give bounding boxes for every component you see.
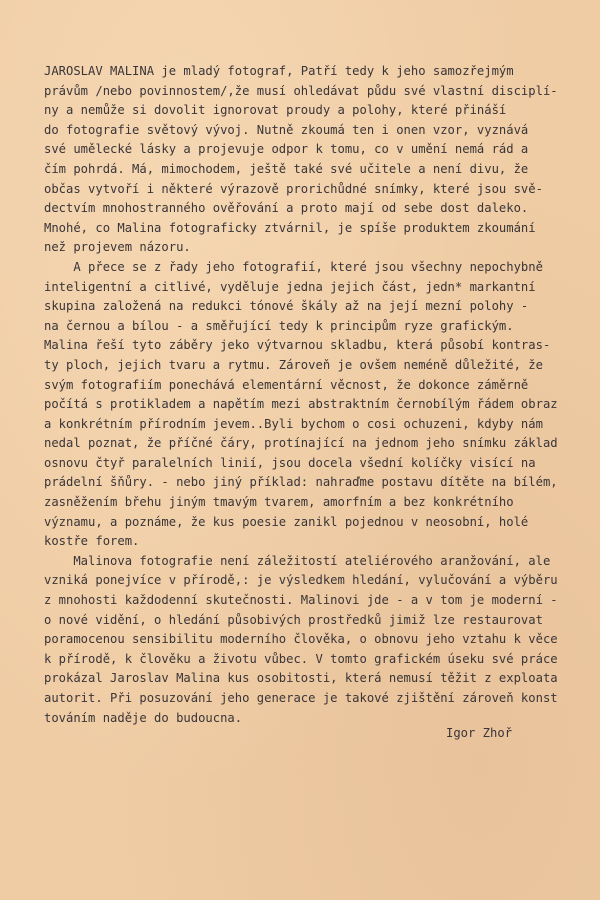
text-line: skupina založená na redukci tónové škály až na její mezní polohy - bbox=[44, 299, 529, 314]
text-line: významu, a poznáme, že kus poesie zanikl pojednou v neosobní, holé bbox=[44, 514, 529, 529]
text-line: právům /nebo povinnostem/,že musí ohledávat půdu své vlastní disciplí- bbox=[44, 83, 558, 98]
text-line: z mnohosti každodenní skutečnosti. Malinovi jde - a v tom je moderní - bbox=[44, 593, 558, 608]
text-line: dectvím mnohostranného ověřování a proto mají od sebe dost daleko. bbox=[44, 201, 529, 216]
text-line: ty ploch, jejich tvaru a rytmu. Zároveň je ovšem neméně důležité, že bbox=[44, 357, 543, 372]
text-line: než projevem názoru. bbox=[44, 240, 191, 255]
text-line: vzniká ponejvíce v přírodě,: je výsledkem hledání, vylučování a výběru bbox=[44, 573, 558, 588]
text-line: poramocenou sensibilitu moderního člověka, o obnovu jeho vztahu k věce bbox=[44, 632, 558, 647]
article-body bbox=[44, 62, 600, 728]
text-line: čím pohrdá. Má, mimochodem, ještě také své učitele a není divu, že bbox=[44, 161, 529, 176]
text-line: nedal poznat, že příčné čáry, protínající na jednom jeho snímku základ bbox=[44, 436, 558, 451]
text-line: JAROSLAV MALINA je mladý fotograf, Patří tedy k jeho samozřejmým bbox=[44, 64, 514, 78]
text-line: Mnohé, co Malina fotograficky ztvárnil, je spíše produktem zkoumání bbox=[44, 220, 536, 235]
text-line: svým fotografiím ponechává elementární věcnost, že dokonce záměrně bbox=[44, 377, 529, 392]
text-line: k přírodě, k člověku a životu vůbec. V tomto grafickém úseku své práce bbox=[44, 651, 558, 666]
text-line: továním naděje do budoucna. bbox=[44, 710, 243, 725]
text-line: Malinova fotografie není záležitostí ateliérového aranžování, ale bbox=[44, 553, 551, 568]
text-line: Malina řeší tyto záběry jeko výtvarnou skladbu, která působí kontras- bbox=[44, 338, 551, 353]
text-line: zasněžením břehu jiným tmavým tvarem, amorfním a bez konkrétního bbox=[44, 495, 514, 510]
text-line: a konkrétním přírodním jevem..Byli bychom o cosi ochuzeni, kdyby nám bbox=[44, 416, 543, 431]
text-line: kostře forem. bbox=[44, 534, 140, 549]
text-line: své umělecké lásky a projevuje odpor k tomu, co v umění nemá rád a bbox=[44, 142, 529, 157]
text-line: do fotografie světový vývoj. Nutně zkoumá ten i onen vzor, vyznává bbox=[44, 122, 529, 137]
text-line: A přece se z řady jeho fotografií, které jsou všechny nepochybně bbox=[44, 259, 543, 274]
text-line: prokázal Jaroslav Malina kus osobitosti, která nemusí těžit z exploata bbox=[44, 671, 558, 686]
text-line: počítá s protikladem a napětím mezi abstraktním černobílým řádem obraz bbox=[44, 397, 558, 412]
text-line: prádelní šňůry. - nebo jiný příklad: nahraďme postavu dítěte na bílém, bbox=[44, 475, 558, 490]
text-line: občas vytvoří i některé výrazově prorichůdné snímky, které jsou svě- bbox=[44, 181, 543, 196]
author-signature: Igor Zhoř bbox=[446, 726, 513, 740]
text-line: osnovu čtyř paralelních linií, jsou docela všední kolíčky visící na bbox=[44, 455, 536, 470]
text-line: inteligentní a citlivé, vyděluje jedna jejich část, jedn* markantní bbox=[44, 279, 536, 294]
text-line: o nové vidění, o hledání působivých prostředků jimiž lze restaurovat bbox=[44, 612, 543, 627]
text-line: na černou a bílou - a směřující tedy k principům ryze grafickým. bbox=[44, 318, 514, 333]
text-line: autorit. Při posuzování jeho generace je takové zjištění zároveň konst bbox=[44, 691, 558, 705]
text-line: ny a nemůže si dovolit ignorovat proudy a polohy, které přináší bbox=[44, 103, 507, 118]
